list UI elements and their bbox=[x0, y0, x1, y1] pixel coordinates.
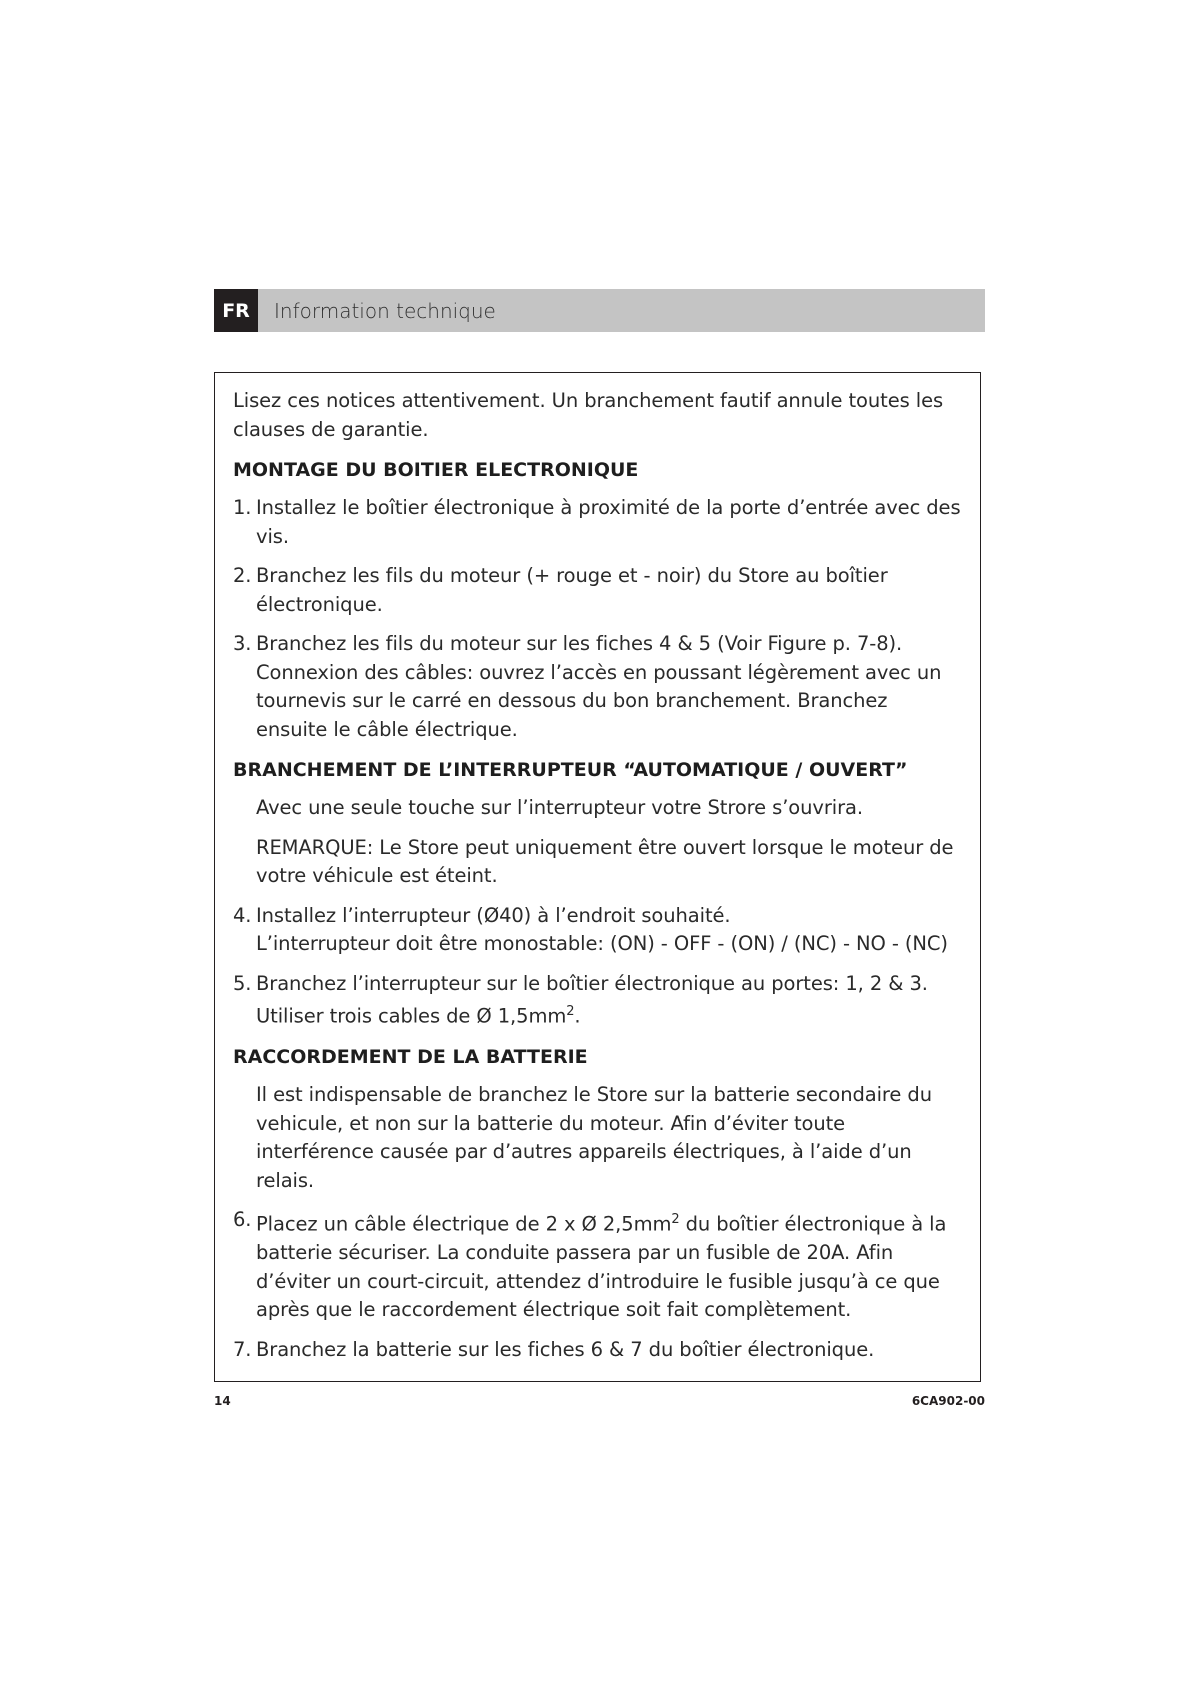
item-number: 3. bbox=[233, 632, 252, 655]
battery-note: Il est indispensable de branchez le Store sur la batterie secondaire du vehicule, et non sur la batterie du moteur. Afin d’éviter toute interférence causée par d’autres appareils électriques, à l’aide d’un relais. bbox=[256, 1083, 932, 1192]
document-code: 6CA902-00 bbox=[911, 1394, 985, 1408]
section-heading-batterie: RACCORDEMENT DE LA BATTERIE bbox=[233, 1046, 588, 1068]
header-title: Information technique bbox=[274, 298, 496, 323]
language-tag: FR bbox=[214, 289, 258, 332]
list-item bbox=[233, 494, 964, 551]
item-line: L’interrupteur doit être monostable: (ON) - OFF - (ON) / (NC) - NO - (NC) bbox=[256, 932, 948, 955]
item-number: 7. bbox=[233, 1337, 252, 1361]
section-heading-montage: MONTAGE DU BOITIER ELECTRONIQUE bbox=[233, 459, 639, 481]
section-header bbox=[214, 289, 985, 332]
superscript: 2 bbox=[671, 1212, 680, 1227]
intro-text: Lisez ces notices attentivement. Un branchement fautif annule toutes les clauses de garantie. bbox=[233, 389, 944, 441]
item-text: Branchez les fils du moteur sur les fiches 4 & 5 (Voir Figure p. 7-8). Connexion des câbles: ouvrez l’accès en poussant légèrement avec un tournevis sur le carré en dessous du bon branchement. Branchez ensuite le câble électrique. bbox=[256, 632, 942, 741]
item-text: Installez le boîtier électronique à proximité de la porte d’entrée avec des vis. bbox=[256, 496, 961, 548]
item-line: Branchez l’interrupteur sur le boîtier électronique au portes: 1, 2 & 3. bbox=[256, 971, 928, 995]
item-text-pre: Placez un câble électrique de 2 x Ø 2,5mm bbox=[256, 1212, 672, 1236]
item-text: Branchez la batterie sur les fiches 6 & 7 du boîtier électronique. bbox=[256, 1337, 875, 1361]
list-item bbox=[233, 1206, 964, 1325]
list-item bbox=[233, 630, 964, 744]
section-heading-interrupteur: BRANCHEMENT DE L’INTERRUPTEUR “AUTOMATIQUE / OUVERT” bbox=[233, 759, 908, 781]
remark-note: REMARQUE: Le Store peut uniquement être ouvert lorsque le moteur de votre véhicule est éteint. bbox=[256, 835, 954, 887]
item-line-end: . bbox=[574, 1004, 581, 1028]
item-number: 4. bbox=[233, 903, 252, 927]
page-number: 14 bbox=[214, 1394, 231, 1408]
item-number: 5. bbox=[233, 971, 252, 995]
item-number: 1. bbox=[233, 496, 252, 519]
list-item bbox=[233, 1336, 964, 1365]
item-text bbox=[256, 970, 964, 1032]
instructions-box bbox=[214, 372, 981, 1382]
item-text-post: du boîtier électronique à la batterie sécuriser. La conduite passera par un fusible de 20A. Afin d’éviter un court-circuit, attendez d’introduire le fusible jusqu’à ce que après que le raccordement électrique soit fait complètement. bbox=[256, 1212, 947, 1321]
list-item bbox=[233, 902, 964, 959]
list-item bbox=[233, 970, 964, 1032]
item-number: 6. bbox=[233, 1208, 252, 1231]
item-text bbox=[256, 902, 964, 959]
item-number: 2. bbox=[233, 564, 252, 587]
item-line: Installez l’interrupteur (Ø40) à l’endroit souhaité. bbox=[256, 903, 731, 927]
superscript: 2 bbox=[566, 1004, 575, 1019]
item-line: Utiliser trois cables de Ø 1,5mm bbox=[256, 1004, 567, 1028]
switch-note: Avec une seule touche sur l’interrupteur votre Strore s’ouvrira. bbox=[256, 796, 863, 819]
item-text bbox=[256, 1206, 964, 1325]
list-item bbox=[233, 562, 964, 619]
item-text: Branchez les fils du moteur (+ rouge et - noir) du Store au boîtier électronique. bbox=[256, 564, 888, 616]
